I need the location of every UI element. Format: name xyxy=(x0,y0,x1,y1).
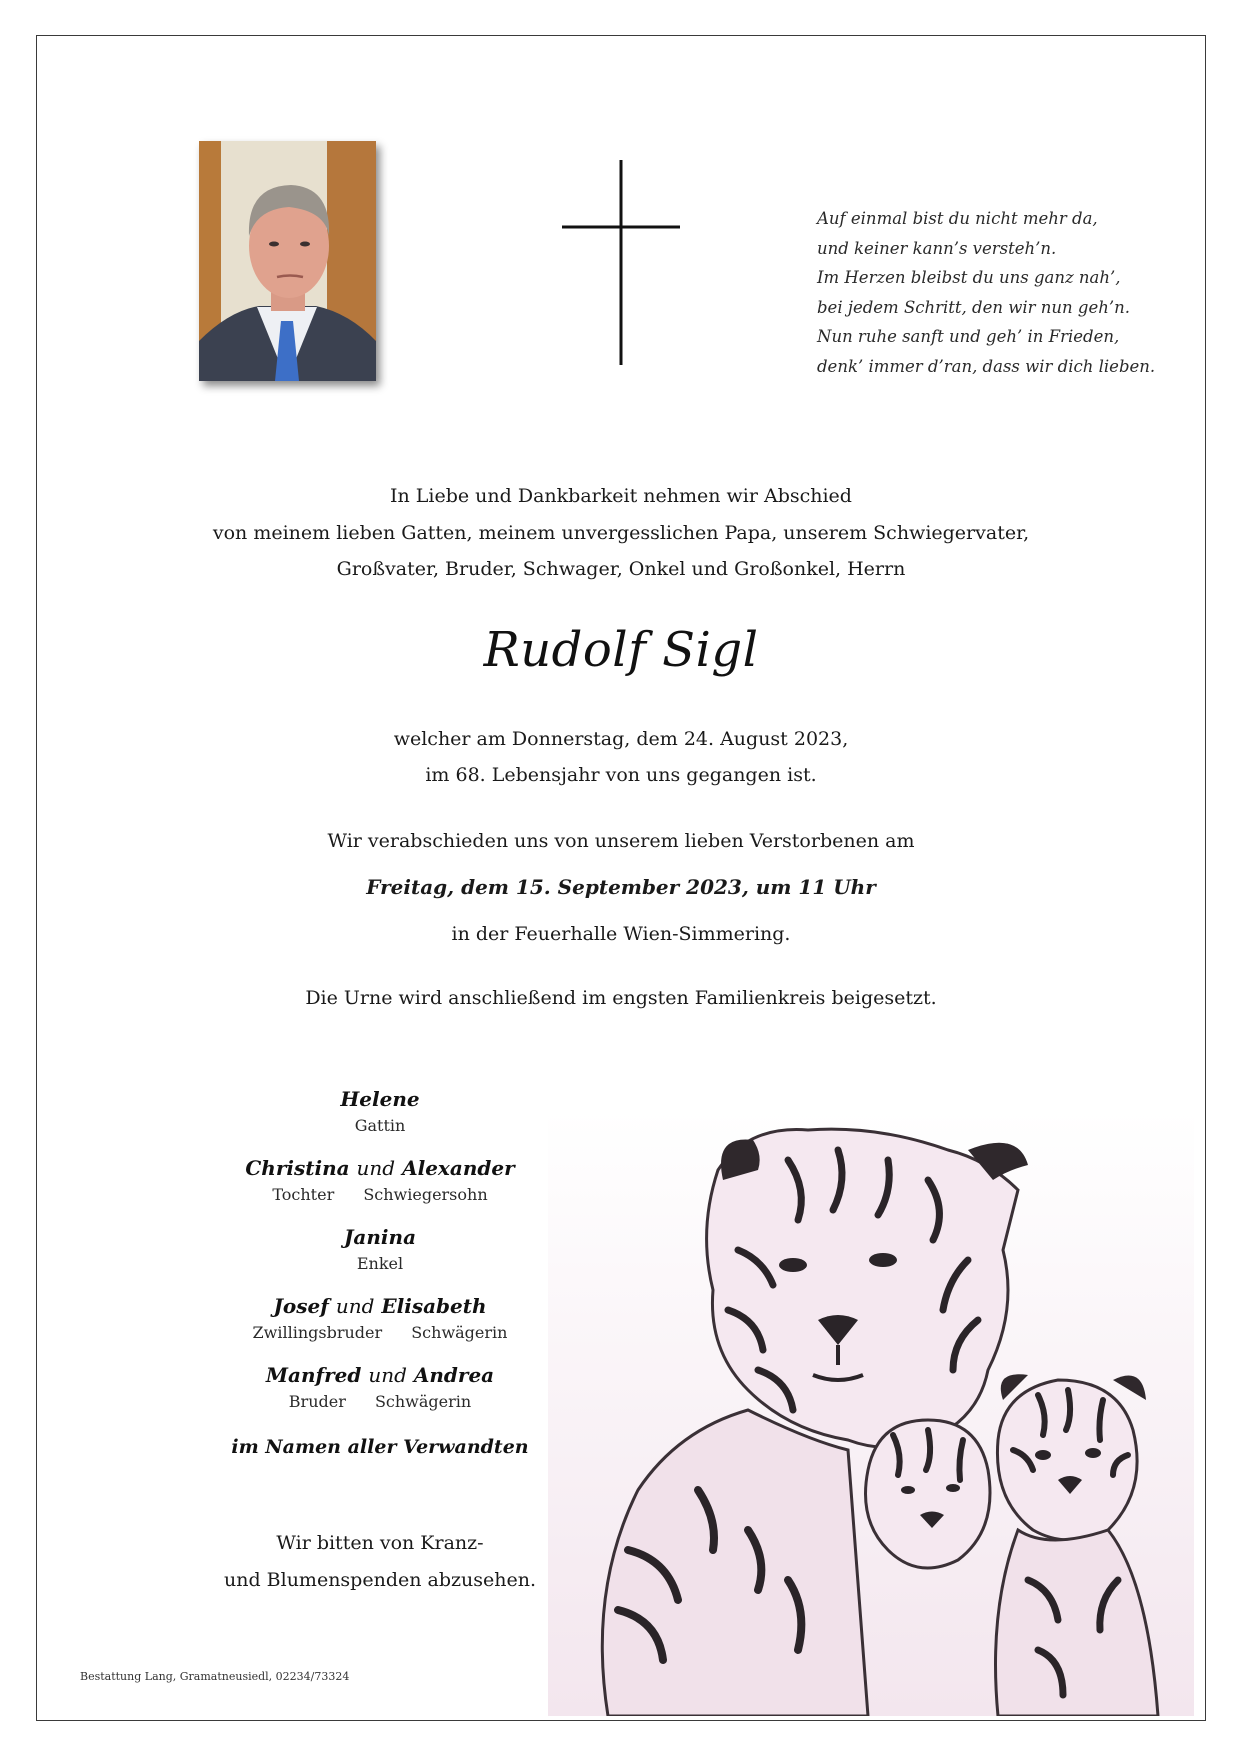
mourner-name: Manfred xyxy=(265,1363,362,1387)
mourner-name: Andrea xyxy=(413,1363,495,1387)
mourner-role: Bruder xyxy=(288,1392,346,1411)
mourner-name: Christina xyxy=(245,1156,350,1180)
mourner-name: Alexander xyxy=(402,1156,515,1180)
death-line: im 68. Lebensjahr von uns gegangen ist. xyxy=(425,764,817,786)
poem-line: und keiner kann’s versteh’n. xyxy=(817,238,1057,258)
intro-line: von meinem lieben Gatten, meinem unvergesslichen Papa, unserem Schwiegervater, xyxy=(212,521,1030,544)
funeral-place: in der Feuerhalle Wien-Simmering. xyxy=(451,923,791,945)
mourner-entry xyxy=(230,1083,530,1152)
death-info xyxy=(36,721,1206,793)
cross-icon xyxy=(562,160,680,365)
poem-line: denk’ immer d’ran, dass wir dich lieben. xyxy=(817,356,1156,376)
funeral-home-footer: Bestattung Lang, Gramatneusiedl, 02234/73324 xyxy=(80,1670,350,1683)
urn-note: Die Urne wird anschließend im engsten Familienkreis beigesetzt. xyxy=(305,987,937,1009)
poem-line: Im Herzen bleibst du uns ganz nah’, xyxy=(817,268,1121,288)
mourner-role: Schwägerin xyxy=(374,1392,472,1411)
request-line: und Blumenspenden abzusehen. xyxy=(223,1569,536,1591)
mourner-entry xyxy=(230,1152,530,1221)
mourner-name: Janina xyxy=(343,1225,417,1249)
mourner-role: Schwägerin xyxy=(411,1323,508,1342)
deceased-name: Rudolf Sigl xyxy=(483,622,759,678)
donation-request xyxy=(200,1525,560,1599)
poem-line: Auf einmal bist du nicht mehr da, xyxy=(817,209,1098,228)
conjunction: und xyxy=(368,1363,407,1387)
poem xyxy=(817,204,1187,382)
conjunction: und xyxy=(356,1156,396,1180)
mourner-role: Gattin xyxy=(354,1116,406,1135)
mourner-name: Josef xyxy=(273,1294,329,1318)
mourner-role: Zwillingsbruder xyxy=(252,1323,383,1342)
farewell-text: Wir verabschieden uns von unserem lieben Verstorbenen am xyxy=(327,830,915,852)
conjunction: und xyxy=(335,1294,375,1318)
mourner-role: Enkel xyxy=(356,1254,404,1273)
poem-line: bei jedem Schritt, den wir nun geh’n. xyxy=(817,297,1130,317)
intro-line: Großvater, Bruder, Schwager, Onkel und Großonkel, Herrn xyxy=(336,558,906,580)
request-line: Wir bitten von Kranz- xyxy=(276,1532,484,1554)
mourner-role: Schwiegersohn xyxy=(363,1185,488,1204)
poem-line: Nun ruhe sanft und geh’ in Frieden, xyxy=(817,327,1120,347)
closing-line: im Namen aller Verwandten xyxy=(231,1436,529,1458)
mourner-role: Tochter xyxy=(272,1185,335,1204)
intro-text xyxy=(36,478,1206,588)
mourner-name: Elisabeth xyxy=(381,1294,487,1318)
tiger-illustration xyxy=(548,1110,1194,1716)
mourner-name: Helene xyxy=(340,1087,420,1111)
mourner-entry xyxy=(230,1221,530,1290)
mourner-entry xyxy=(230,1290,530,1359)
death-line: welcher am Donnerstag, dem 24. August 2023, xyxy=(393,728,849,750)
intro-line: In Liebe und Dankbarkeit nehmen wir Abschied xyxy=(390,485,852,507)
mourners-list xyxy=(230,1083,530,1428)
mourner-entry xyxy=(230,1359,530,1428)
portrait-photo xyxy=(199,141,376,381)
funeral-date: Freitag, dem 15. September 2023, um 11 Uhr xyxy=(366,875,876,899)
